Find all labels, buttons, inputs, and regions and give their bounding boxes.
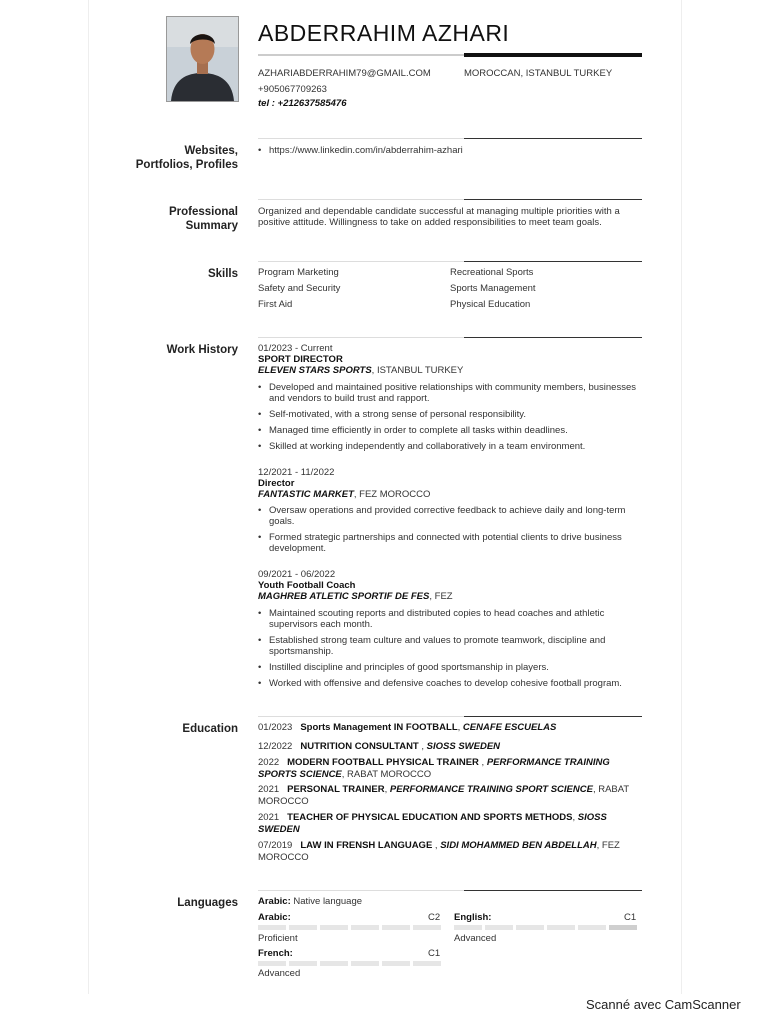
- language-level-desc: Advanced: [454, 933, 497, 944]
- education-item: 2021 PERSONAL TRAINER, PERFORMANCE TRAINING SPORT SCIENCE, RABAT MOROCCO: [258, 784, 630, 807]
- profile-photo-image: [167, 17, 238, 101]
- job-dates: 12/2021 - 11/2022: [258, 467, 335, 478]
- section-divider: [258, 337, 642, 338]
- job-bullet: • Developed and maintained positive relationships with community members, businesses and vendors to build trust and rapport.: [258, 382, 642, 404]
- job-dates: 01/2023 - Current: [258, 343, 333, 354]
- skill-item: Recreational Sports: [450, 267, 534, 278]
- education-item: 12/2022 NUTRITION CONSULTANT , SIOSS SWEDEN: [258, 741, 501, 752]
- skill-item: Sports Management: [450, 283, 536, 294]
- candidate-name: ABDERRAHIM AZHARI: [258, 20, 510, 46]
- job-title: Director: [258, 478, 295, 489]
- job-employer: ELEVEN STARS SPORTS, ISTANBUL TURKEY: [258, 365, 464, 376]
- language-level: C2: [428, 912, 441, 923]
- education-heading: Education: [182, 723, 238, 735]
- section-divider: [258, 890, 642, 891]
- work-history-heading: Work History: [166, 344, 238, 356]
- language-name: Arabic:: [258, 912, 291, 923]
- job-bullet: • Self-motivated, with a strong sense of personal responsibility.: [258, 409, 642, 420]
- skill-item: First Aid: [258, 299, 293, 310]
- location-text: MOROCCAN, ISTANBUL TURKEY: [464, 68, 613, 79]
- job-bullet: • Managed time efficiently in order to complete all tasks within deadlines.: [258, 425, 642, 436]
- skill-item: Physical Education: [450, 299, 531, 310]
- skills-heading: Skills: [207, 268, 238, 280]
- section-divider: [258, 261, 642, 262]
- language-name: English:: [454, 912, 492, 923]
- summary-heading: Professional Summary: [168, 206, 238, 232]
- summary-line-2: positive attitude. Willingness to take on added responsibilities to meet team goals.: [258, 217, 602, 228]
- job-employer: FANTASTIC MARKET, FEZ MOROCCO: [258, 489, 431, 500]
- job-bullet: • Maintained scouting reports and distributed copies to head coaches and athletic supervisors each month.: [258, 608, 642, 630]
- job-dates: 09/2021 - 06/2022: [258, 569, 336, 580]
- education-item: 2022 MODERN FOOTBALL PHYSICAL TRAINER , PERFORMANCE TRAINING SPORTS SCIENCE, RABAT MOROCCO: [258, 757, 610, 780]
- language-name: French:: [258, 948, 293, 959]
- section-divider: [258, 138, 642, 139]
- summary-line-1: Organized and dependable candidate successful at managing multiple priorities with a: [258, 206, 620, 217]
- language-level-bar: [454, 925, 637, 930]
- profile-photo: [166, 16, 239, 102]
- language-level: C1: [428, 948, 441, 959]
- job-bullet: • Established strong team culture and values to promote teamwork, discipline and sportsmanship.: [258, 635, 642, 657]
- job-bullet: • Formed strategic partnerships and connected with potential clients to drive business development.: [258, 532, 642, 554]
- native-language: Arabic: Native language: [258, 896, 363, 907]
- language-level-desc: Advanced: [258, 968, 301, 979]
- skill-item: Program Marketing: [258, 267, 339, 278]
- phone-text: +905067709263: [258, 84, 327, 95]
- job-bullet: • Skilled at working independently and collaboratively in a team environment.: [258, 441, 642, 452]
- section-divider: [258, 716, 642, 717]
- tel-text: tel : +212637585476: [258, 98, 347, 109]
- email-text: AZHARIABDERRAHIM79@GMAIL.COM: [258, 68, 431, 79]
- languages-heading: Languages: [177, 897, 238, 909]
- education-item: 2021 TEACHER OF PHYSICAL EDUCATION AND SPORTS METHODS, SIOSS SWEDEN: [258, 812, 607, 835]
- job-bullet: • Instilled discipline and principles of good sportsmanship in players.: [258, 662, 642, 673]
- section-divider: [258, 199, 642, 200]
- skill-item: Safety and Security: [258, 283, 341, 294]
- job-title: Youth Football Coach: [258, 580, 356, 591]
- job-employer: MAGHREB ATLETIC SPORTIF DE FES, FEZ: [258, 591, 453, 602]
- education-item: 01/2023 Sports Management IN FOOTBALL, CENAFE ESCUELAS: [258, 722, 557, 733]
- linkedin-link[interactable]: • https://www.linkedin.com/in/abderrahim-azhari: [258, 145, 642, 156]
- camscanner-watermark: Scanné avec CamScanner: [586, 997, 741, 1012]
- language-level-bar: [258, 961, 441, 966]
- job-title: SPORT DIRECTOR: [258, 354, 343, 365]
- job-bullet: • Worked with offensive and defensive coaches to develop cohesive football program.: [258, 678, 642, 689]
- job-bullet: • Oversaw operations and provided corrective feedback to achieve daily and long-term goals.: [258, 505, 642, 527]
- name-underline: [258, 53, 642, 57]
- websites-heading: Websites, Portfolios, Profiles: [135, 145, 238, 171]
- language-level: C1: [624, 912, 637, 923]
- language-level-desc: Proficient: [258, 933, 298, 944]
- education-item: 07/2019 LAW IN FRENSH LANGUAGE , SIDI MOHAMMED BEN ABDELLAH, FEZ MOROCCO: [258, 840, 620, 863]
- language-level-bar: [258, 925, 441, 930]
